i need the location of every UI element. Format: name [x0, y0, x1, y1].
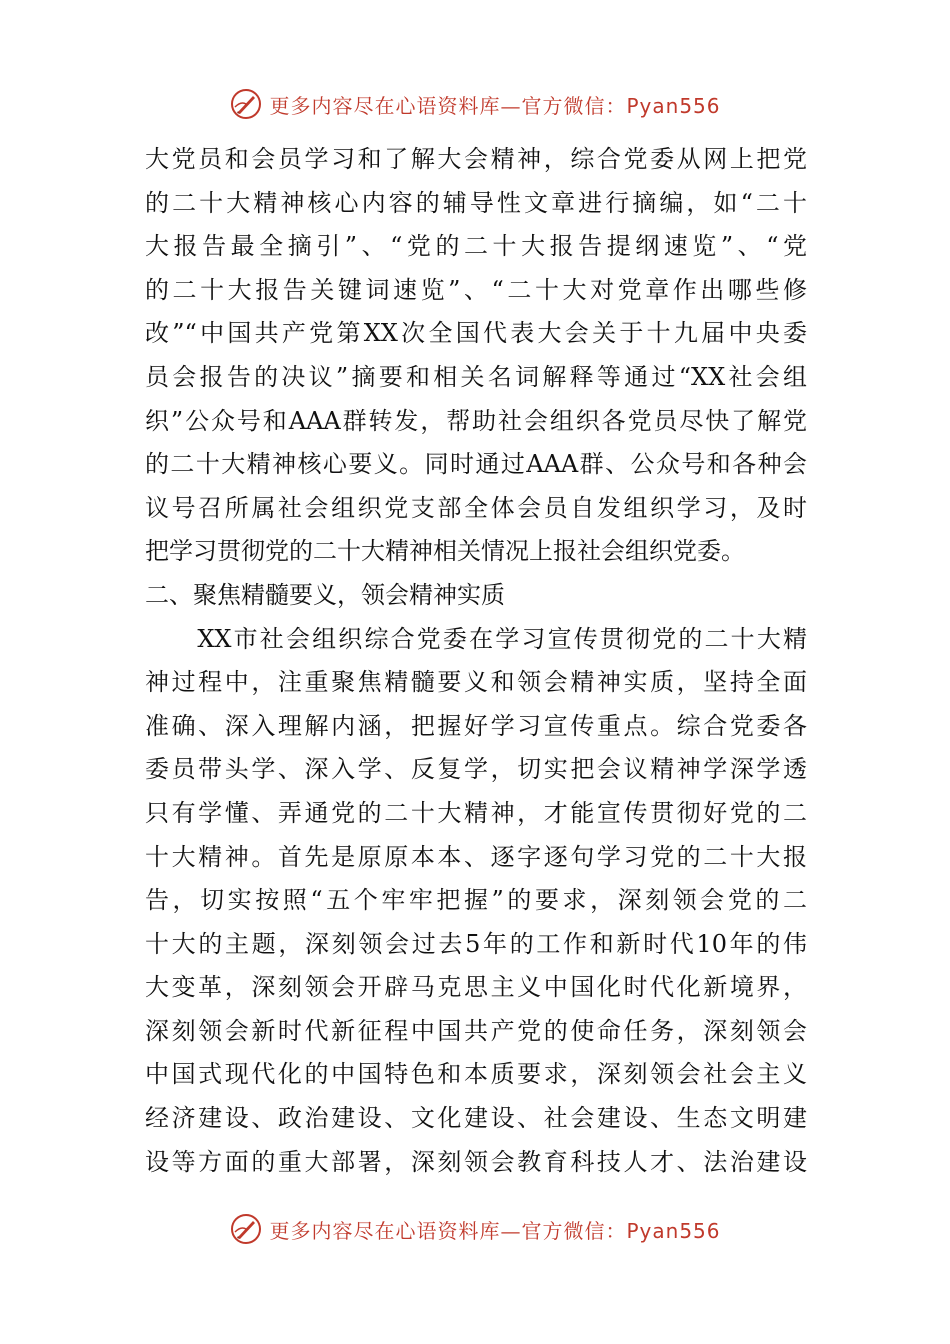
- document-body: [145, 138, 807, 1184]
- text-line-1: 大党员和会员学习和了解大会精神，综合党委从网上把党: [145, 145, 807, 173]
- header-watermark: [0, 84, 950, 124]
- text-line-10: 把学习贯彻党的二十大精神相关情况上报社会组织党委。: [145, 537, 745, 566]
- text-line-14: 准确、深入理解内涵，把握好学习宣传重点。综合党委各: [145, 711, 807, 740]
- text-line-13: 神过程中，注重聚焦精髓要义和领会精神实质，坚持全面: [145, 668, 807, 697]
- watermark-text: 更多内容尽在心语资料库—官方微信：Pyan556: [269, 93, 721, 118]
- text-line-20: 大变革，深刻领会开辟马克思主义中国化时代化新境界，: [145, 973, 807, 1002]
- text-line-12: XX市社会组织综合党委在学习宣传贯彻党的二十大精: [145, 624, 807, 653]
- text-line-7: 织”公众号和AAA群转发，帮助社会组织各党员尽快了解党: [145, 406, 807, 435]
- text-line-16: 只有学懂、弄通党的二十大精神，才能宣传贯彻好党的二: [145, 798, 807, 827]
- text-line-24: 设等方面的重大部署，深刻领会教育科技人才、法治建设: [145, 1147, 807, 1176]
- quill-logo-icon: [229, 1212, 263, 1246]
- quill-logo-icon: [229, 87, 263, 121]
- footer-watermark: [0, 1209, 950, 1249]
- text-line-17: 十大精神。首先是原原本本、逐字逐句学习党的二十大报: [145, 842, 807, 871]
- text-line-23: 经济建设、政治建设、文化建设、社会建设、生态文明建: [145, 1104, 807, 1133]
- text-line-2: 的二十大精神核心内容的辅导性文章进行摘编，如“二十: [145, 188, 807, 217]
- text-line-18: 告，切实按照“五个牢牢把握”的要求，深刻领会党的二: [145, 886, 807, 915]
- text-line-21: 深刻领会新时代新征程中国共产党的使命任务，深刻领会: [145, 1016, 807, 1045]
- text-line-8: 的二十大精神核心要义。同时通过AAA群、公众号和各种会: [145, 450, 807, 479]
- text-line-19: 十大的主题，深刻领会过去5年的工作和新时代10年的伟: [145, 929, 807, 958]
- text-line-9: 议号召所属社会组织党支部全体会员自发组织学习，及时: [145, 493, 807, 522]
- text-line-3: 大报告最全摘引”、“党的二十大报告提纲速览”、“党: [145, 232, 807, 261]
- text-line-5: 改”“中国共产党第XX次全国代表大会关于十九届中央委: [145, 319, 807, 348]
- section-heading: 二、聚焦精髓要义，领会精神实质: [145, 580, 505, 609]
- text-line-22: 中国式现代化的中国特色和本质要求，深刻领会社会主义: [145, 1060, 807, 1089]
- watermark-text: 更多内容尽在心语资料库—官方微信：Pyan556: [269, 1218, 721, 1243]
- text-line-4: 的二十大报告关键词速览”、“二十大对党章作出哪些修: [145, 275, 807, 304]
- text-line-6: 员会报告的决议”摘要和相关名词解释等通过“XX社会组: [145, 362, 807, 391]
- text-line-15: 委员带头学、深入学、反复学，切实把会议精神学深学透: [145, 755, 807, 784]
